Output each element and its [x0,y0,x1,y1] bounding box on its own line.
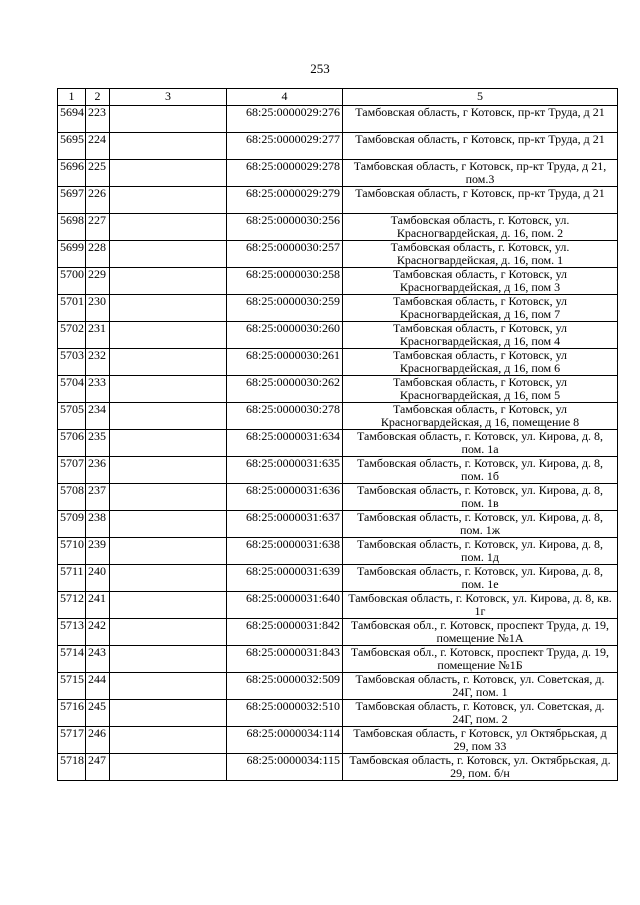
table-row [58,403,618,430]
row-number-cell: 5713 [58,619,86,646]
row-number-cell: 5710 [58,538,86,565]
cadastral-number-cell: 68:25:0000031:843 [227,646,343,673]
address-cell: Тамбовская область, г Котовск, пр-кт Труда, д 21 [343,187,618,214]
empty-column-cell [110,106,227,133]
row-number-cell: 5714 [58,646,86,673]
table-row [58,457,618,484]
cadastral-number-cell: 68:25:0000031:638 [227,538,343,565]
empty-column-cell [110,700,227,727]
table-row [58,322,618,349]
cadastral-number-cell: 68:25:0000031:636 [227,484,343,511]
row-number-cell: 5706 [58,430,86,457]
empty-column-cell [110,484,227,511]
empty-column-cell [110,457,227,484]
cadastral-number-cell: 68:25:0000031:637 [227,511,343,538]
empty-column-cell [110,376,227,403]
empty-column-cell [110,619,227,646]
empty-column-cell [110,268,227,295]
table-row [58,484,618,511]
ordinal-cell: 235 [86,430,110,457]
cadastral-number-cell: 68:25:0000031:634 [227,430,343,457]
cadastral-number-cell: 68:25:0000034:115 [227,754,343,781]
column-header-4: 4 [227,89,343,106]
cadastral-number-cell: 68:25:0000032:510 [227,700,343,727]
header-row [58,89,618,106]
empty-column-cell [110,133,227,160]
table-row [58,754,618,781]
table-row [58,187,618,214]
empty-column-cell [110,565,227,592]
table-row [58,268,618,295]
row-number-cell: 5702 [58,322,86,349]
row-number-cell: 5694 [58,106,86,133]
cadastral-number-cell: 68:25:0000030:259 [227,295,343,322]
table-header [58,89,618,106]
address-cell: Тамбовская область, г Котовск, ул Красногвардейская, д 16, пом 7 [343,295,618,322]
ordinal-cell: 237 [86,484,110,511]
row-number-cell: 5711 [58,565,86,592]
cadastral-number-cell: 68:25:0000032:509 [227,673,343,700]
ordinal-cell: 247 [86,754,110,781]
empty-column-cell [110,646,227,673]
ordinal-cell: 226 [86,187,110,214]
row-number-cell: 5709 [58,511,86,538]
column-header-3: 3 [110,89,227,106]
ordinal-cell: 224 [86,133,110,160]
table-row [58,565,618,592]
address-cell: Тамбовская область, г. Котовск, ул. Кирова, д. 8, пом. 1е [343,565,618,592]
ordinal-cell: 227 [86,214,110,241]
table-row [58,592,618,619]
address-cell: Тамбовская обл., г. Котовск, проспект Труда, д. 19, помещение №1А [343,619,618,646]
cadastral-number-cell: 68:25:0000030:256 [227,214,343,241]
cadastral-number-cell: 68:25:0000031:842 [227,619,343,646]
cadastral-number-cell: 68:25:0000030:260 [227,322,343,349]
empty-column-cell [110,160,227,187]
row-number-cell: 5715 [58,673,86,700]
table-row [58,295,618,322]
address-cell: Тамбовская область, г. Котовск, ул. Октябрьская, д. 29, пом. б/н [343,754,618,781]
row-number-cell: 5701 [58,295,86,322]
column-header-1: 1 [58,89,86,106]
ordinal-cell: 239 [86,538,110,565]
cadastral-number-cell: 68:25:0000030:278 [227,403,343,430]
row-number-cell: 5705 [58,403,86,430]
page-number: 253 [310,61,330,76]
empty-column-cell [110,214,227,241]
ordinal-cell: 246 [86,727,110,754]
table-row [58,700,618,727]
column-header-5: 5 [343,89,618,106]
cadastral-number-cell: 68:25:0000031:639 [227,565,343,592]
row-number-cell: 5700 [58,268,86,295]
empty-column-cell [110,592,227,619]
cadastral-number-cell: 68:25:0000029:277 [227,133,343,160]
row-number-cell: 5716 [58,700,86,727]
table-row [58,430,618,457]
table-row [58,538,618,565]
table-row [58,511,618,538]
address-cell: Тамбовская область, г. Котовск, ул. Красногвардейская, д. 16, пом. 1 [343,241,618,268]
cadastral-number-cell: 68:25:0000029:276 [227,106,343,133]
address-cell: Тамбовская область, г Котовск, ул Красногвардейская, д 16, пом 5 [343,376,618,403]
empty-column-cell [110,349,227,376]
cadastral-number-cell: 68:25:0000031:640 [227,592,343,619]
address-cell: Тамбовская область, г. Котовск, ул. Советская, д. 24Г, пом. 1 [343,673,618,700]
table-row [58,349,618,376]
cadastral-number-cell: 68:25:0000031:635 [227,457,343,484]
address-cell: Тамбовская область, г. Котовск, ул. Кирова, д. 8, пом. 1д [343,538,618,565]
address-cell: Тамбовская область, г Котовск, ул Красногвардейская, д 16, пом 3 [343,268,618,295]
empty-column-cell [110,538,227,565]
address-cell: Тамбовская область, г Котовск, пр-кт Труда, д 21 [343,133,618,160]
table-row [58,376,618,403]
cadastral-number-cell: 68:25:0000030:261 [227,349,343,376]
column-header-2: 2 [86,89,110,106]
address-cell: Тамбовская область, г. Котовск, ул. Кирова, д. 8, пом. 1а [343,430,618,457]
ordinal-cell: 244 [86,673,110,700]
empty-column-cell [110,241,227,268]
ordinal-cell: 241 [86,592,110,619]
table-row [58,241,618,268]
empty-column-cell [110,673,227,700]
empty-column-cell [110,727,227,754]
ordinal-cell: 233 [86,376,110,403]
row-number-cell: 5704 [58,376,86,403]
row-number-cell: 5718 [58,754,86,781]
row-number-cell: 5696 [58,160,86,187]
address-cell: Тамбовская область, г Котовск, ул Красногвардейская, д 16, пом 6 [343,349,618,376]
address-cell: Тамбовская область, г. Котовск, ул. Красногвардейская, д. 16, пом. 2 [343,214,618,241]
table-row [58,160,618,187]
ordinal-cell: 243 [86,646,110,673]
cadastral-number-cell: 68:25:0000030:258 [227,268,343,295]
address-cell: Тамбовская область, г Котовск, пр-кт Труда, д 21, пом.3 [343,160,618,187]
address-cell: Тамбовская область, г Котовск, ул Красногвардейская, д 16, помещение 8 [343,403,618,430]
table-row [58,106,618,133]
ordinal-cell: 223 [86,106,110,133]
ordinal-cell: 236 [86,457,110,484]
row-number-cell: 5712 [58,592,86,619]
empty-column-cell [110,322,227,349]
ordinal-cell: 238 [86,511,110,538]
empty-column-cell [110,187,227,214]
address-cell: Тамбовская область, г. Котовск, ул. Кирова, д. 8, кв. 1г [343,592,618,619]
empty-column-cell [110,403,227,430]
table-row [58,646,618,673]
ordinal-cell: 240 [86,565,110,592]
property-registry-table [57,88,618,781]
row-number-cell: 5695 [58,133,86,160]
table-row [58,214,618,241]
address-cell: Тамбовская область, г. Котовск, ул. Кирова, д. 8, пом. 1б [343,457,618,484]
cadastral-number-cell: 68:25:0000030:262 [227,376,343,403]
ordinal-cell: 234 [86,403,110,430]
address-cell: Тамбовская область, г. Котовск, ул. Кирова, д. 8, пом. 1в [343,484,618,511]
table-row [58,727,618,754]
address-cell: Тамбовская область, г. Котовск, ул. Советская, д. 24Г, пом. 2 [343,700,618,727]
cadastral-number-cell: 68:25:0000029:279 [227,187,343,214]
cadastral-number-cell: 68:25:0000029:278 [227,160,343,187]
ordinal-cell: 230 [86,295,110,322]
address-cell: Тамбовская область, г Котовск, ул Красногвардейская, д 16, пом 4 [343,322,618,349]
address-cell: Тамбовская область, г Котовск, ул Октябрьская, д 29, пом 33 [343,727,618,754]
address-cell: Тамбовская область, г. Котовск, ул. Кирова, д. 8, пом. 1ж [343,511,618,538]
empty-column-cell [110,430,227,457]
row-number-cell: 5708 [58,484,86,511]
row-number-cell: 5703 [58,349,86,376]
row-number-cell: 5717 [58,727,86,754]
address-cell: Тамбовская область, г Котовск, пр-кт Труда, д 21 [343,106,618,133]
ordinal-cell: 228 [86,241,110,268]
table-row [58,673,618,700]
cadastral-number-cell: 68:25:0000034:114 [227,727,343,754]
empty-column-cell [110,511,227,538]
table-row [58,619,618,646]
table-body [58,106,618,781]
row-number-cell: 5698 [58,214,86,241]
ordinal-cell: 225 [86,160,110,187]
ordinal-cell: 242 [86,619,110,646]
ordinal-cell: 245 [86,700,110,727]
row-number-cell: 5699 [58,241,86,268]
ordinal-cell: 229 [86,268,110,295]
row-number-cell: 5707 [58,457,86,484]
row-number-cell: 5697 [58,187,86,214]
address-cell: Тамбовская обл., г. Котовск, проспект Труда, д. 19, помещение №1Б [343,646,618,673]
empty-column-cell [110,754,227,781]
cadastral-number-cell: 68:25:0000030:257 [227,241,343,268]
empty-column-cell [110,295,227,322]
ordinal-cell: 232 [86,349,110,376]
ordinal-cell: 231 [86,322,110,349]
table-row [58,133,618,160]
